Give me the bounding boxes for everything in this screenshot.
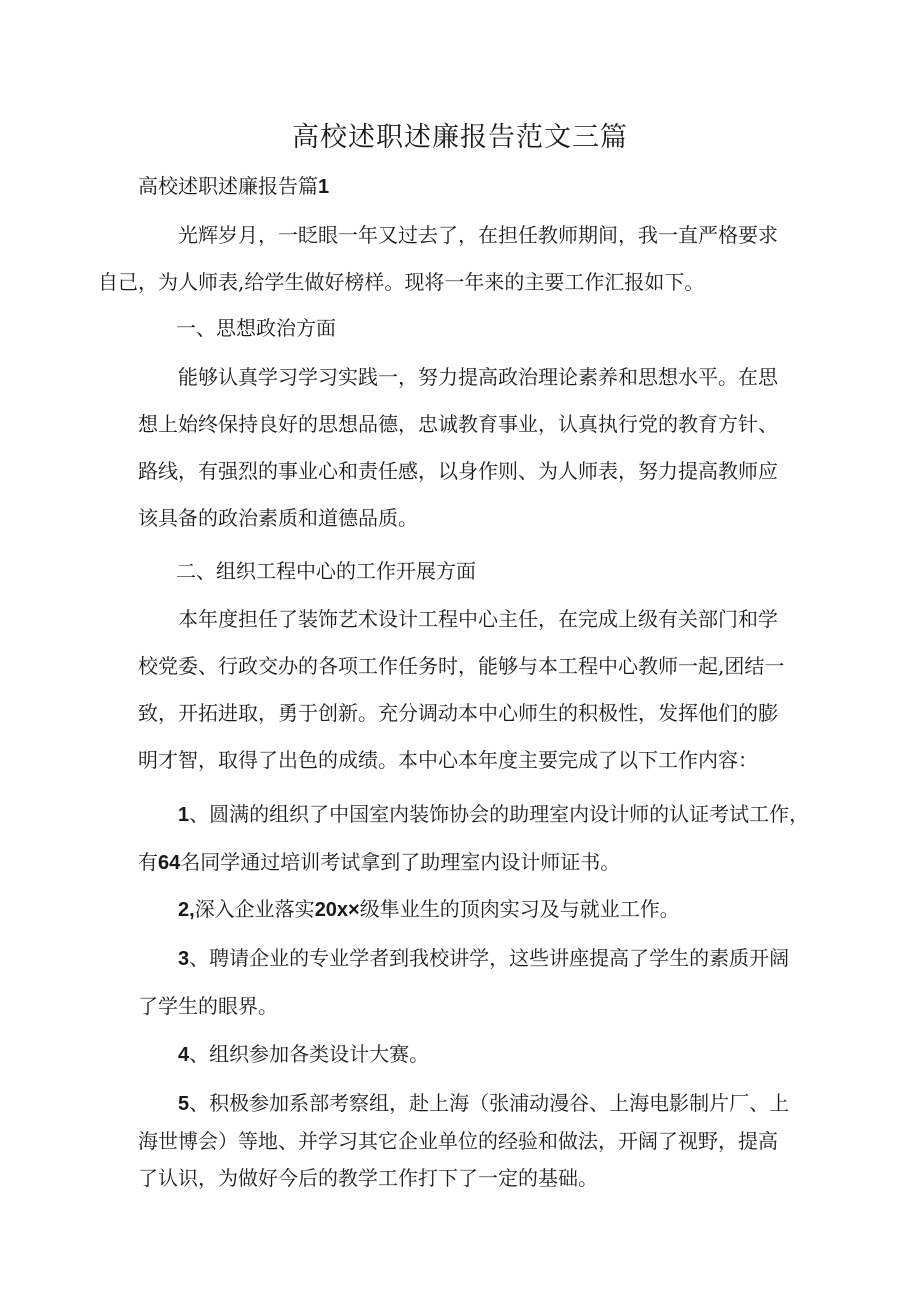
list-item-5 [138,1081,798,1200]
list-item-2-line [138,886,798,934]
list-item-3 [138,935,798,1030]
list-item-4 [138,1031,798,1079]
list-item-4-line [138,1031,798,1079]
list-item-1-line [138,791,810,839]
section-1-line: 能够认真学习学习实践一，努力提高政治理论素养和思想水平。在思 [178,365,778,389]
intro-line: 自己，为人师表,给学生做好榜样。现将一年来的主要工作汇报如下。 [98,270,705,294]
section-1-paragraph [138,354,798,542]
section-1-line: 路线，有强烈的事业心和责任感，以身作则、为人师表，努力提高教师应 [138,459,778,483]
list-item-3-number: 3 [178,948,190,970]
list-item-2-text: 级隼业生的顶肉实习及与就业工作。 [359,897,680,921]
document-title: 高校述职述廉报告范文三篇 [292,122,628,153]
list-item-5-number: 5 [178,1093,190,1115]
list-item-1-number: 1 [178,804,190,826]
list-item-2-number: 2, [178,899,195,921]
intro-line: 光辉岁月，一眨眼一年又过去了，在担任教师期间，我一直严格要求 [178,223,778,247]
list-item-5-line: 海世博会）等地、并学习其它企业单位的经验和做法，开阔了视野，提高 [138,1129,778,1153]
subtitle-number: 1 [318,176,330,198]
list-item-1-count: 64 [158,852,181,874]
list-item-1-line [98,839,798,887]
section-1-line: 该具备的政治素质和道德品质。 [138,506,418,530]
section-2-line: 致，开拓进取，勇于创新。充分调动本中心师生的积极性，发挥他们的膨 [138,701,778,725]
list-item-5-line [138,1081,798,1126]
report-subtitle [138,170,329,203]
list-item-3-line [138,935,798,983]
section-2-heading: 二、组织工程中心的工作开展方面 [176,559,476,583]
list-item-3-text: 、聘请企业的专业学者到我校讲学，这些讲座提高了学生的素质开阔 [189,946,790,970]
list-item-2-text: 深入企业落实 [194,897,315,921]
section-1-line: 想上始终保持良好的思想品德，忠诚教育事业，认真执行党的教育方针、 [138,412,778,436]
section-1-heading: 一、思想政治方面 [176,316,336,340]
list-item-1-text: 名同学通过培训考试拿到了助理室内设计师证书。 [180,850,621,874]
list-item-1 [138,791,810,887]
list-item-1-text: 有 [138,850,158,874]
intro-paragraph [98,212,798,306]
list-item-5-text: 、积极参加系部考察组，赴上海（张浦动漫谷、上海电影制片厂、上 [189,1091,790,1115]
section-2-line: 明才智，取得了出色的成绩。本中心本年度主要完成了以下工作内容： [138,748,758,772]
subtitle-text: 高校述职述廉报告篇 [138,174,318,198]
section-2-paragraph [138,596,798,784]
list-item-4-number: 4 [178,1044,190,1066]
list-item-4-text: 、组织参加各类设计大赛。 [189,1042,430,1066]
section-2-line: 校党委、行政交办的各项工作任务时，能够与本工程中心教师一起,团结一 [138,654,785,678]
section-2-line: 本年度担任了装饰艺术设计工程中心主任，在完成上级有关部门和学 [178,607,778,631]
list-item-2 [138,886,798,934]
list-item-2-year: 20x× [314,899,360,921]
list-item-1-text: 、圆满的组织了中国室内装饰协会的助理室内设计师的认证考试工作， [189,802,810,826]
list-item-5-line: 了认识，为做好今后的教学工作打下了一定的基础。 [138,1166,598,1190]
list-item-3-line: 了学生的眼界。 [138,994,278,1018]
